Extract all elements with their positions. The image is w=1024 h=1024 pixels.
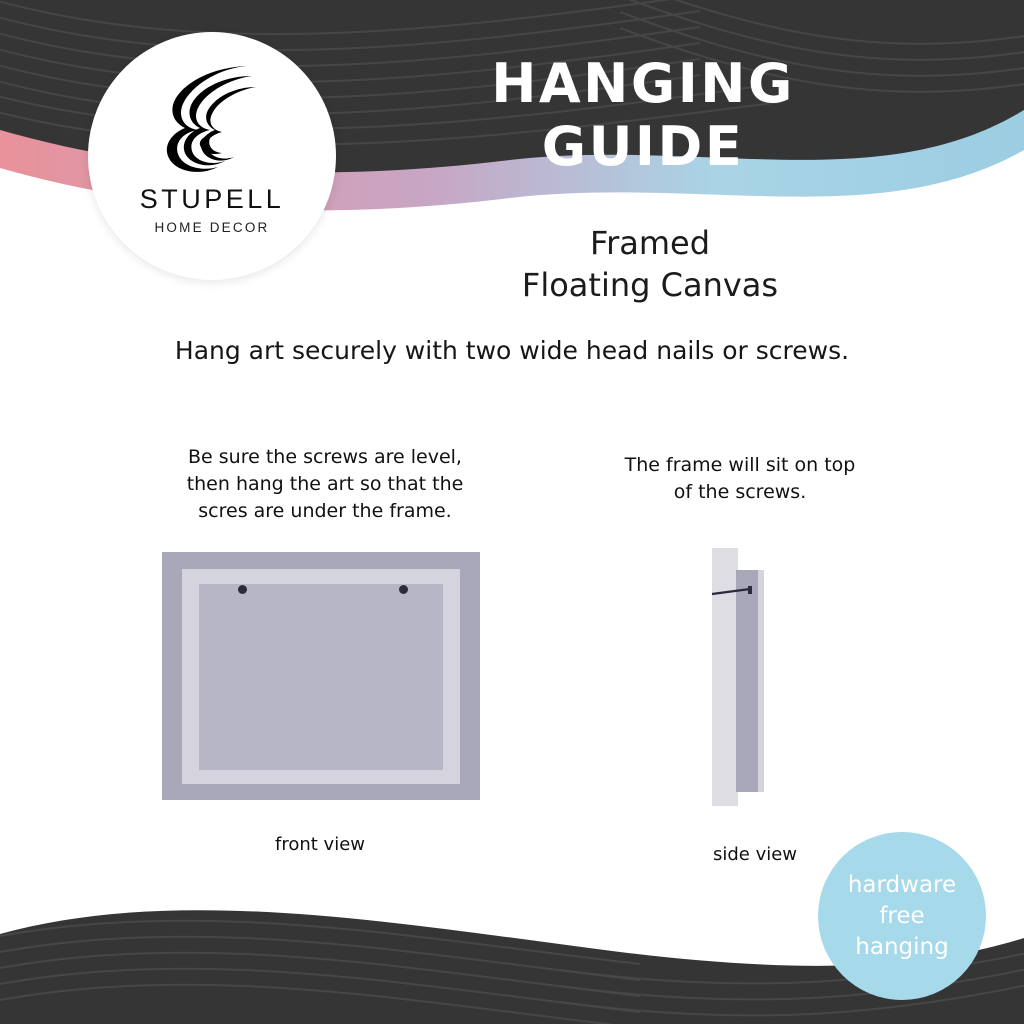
front-view-caption-line3: scres are under the frame. <box>198 500 452 522</box>
badge-line1: hardware <box>847 871 957 898</box>
front-view-diagram <box>162 552 480 800</box>
brand-name: STUPELL <box>139 184 285 214</box>
main-instruction: Hang art securely with two wide head nails or screws. <box>174 336 850 365</box>
frame-edge-profile <box>758 570 764 792</box>
stupell-swirl-logo-icon <box>152 60 272 178</box>
side-view-diagram <box>700 548 810 806</box>
product-title <box>330 222 970 306</box>
product-title-line1: Framed <box>589 224 710 262</box>
side-view-label: side view <box>712 844 798 865</box>
front-view-caption-line1: Be sure the screws are level, <box>188 446 462 468</box>
brand-subtitle: HOME DECOR <box>154 220 270 235</box>
front-view-caption-line2: then hang the art so that the <box>186 473 464 495</box>
brand-logo-badge <box>88 32 336 280</box>
badge-line2: free <box>879 902 925 929</box>
page-title: HANGING GUIDE <box>491 52 795 178</box>
screw-dot-right-icon <box>399 585 408 594</box>
product-title-line2: Floating Canvas <box>521 266 779 304</box>
front-view-label: front view <box>275 834 365 855</box>
side-view-caption <box>580 452 900 506</box>
front-view-caption <box>140 444 510 525</box>
canvas-area <box>199 584 443 770</box>
screw-side-icon <box>710 586 758 596</box>
side-view-caption-line2: of the screws. <box>673 481 807 503</box>
side-view-caption-line1: The frame will sit on top <box>624 454 856 476</box>
badge-line3: hanging <box>855 933 949 960</box>
screw-dot-left-icon <box>238 585 247 594</box>
hardware-free-badge <box>818 832 986 1000</box>
